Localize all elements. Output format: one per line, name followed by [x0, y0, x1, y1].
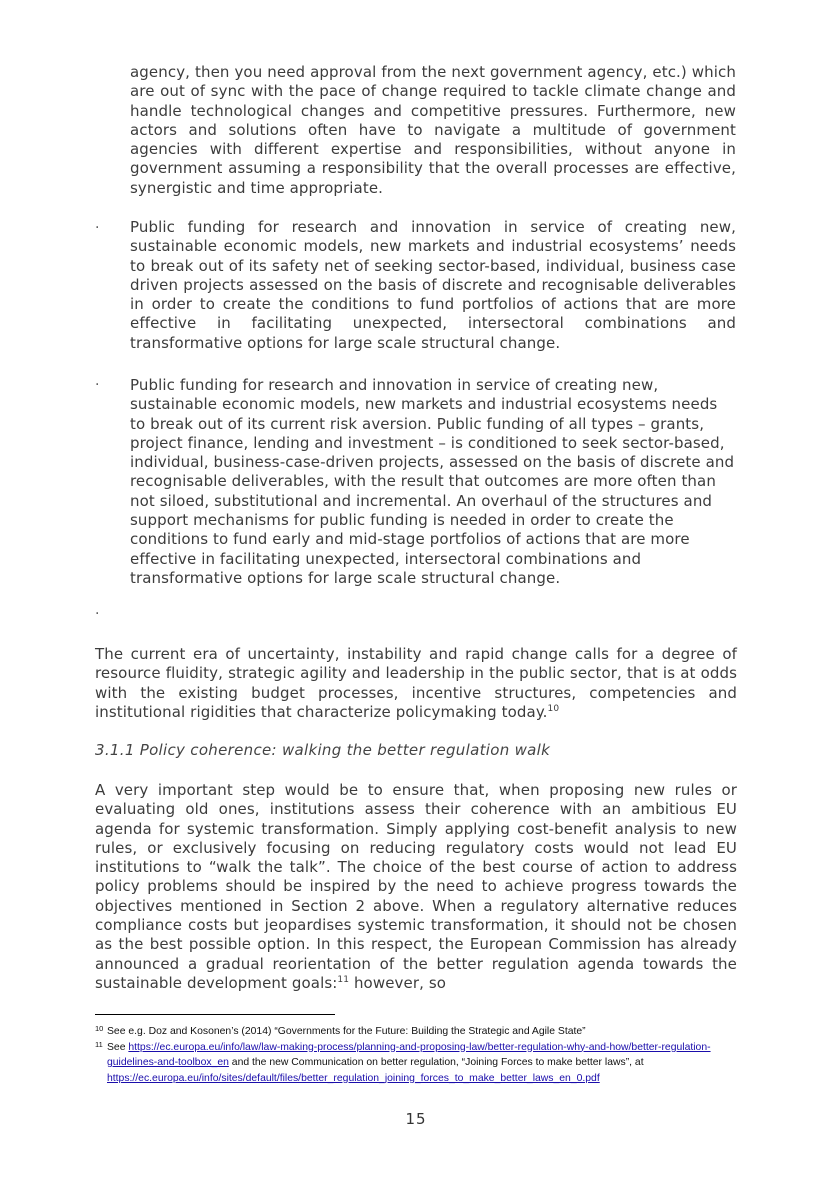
- footnote-11-middle: and the new Communication on better regulation, “Joining Forces to make better laws”, at: [228, 1057, 644, 1068]
- bullet-item-2: Public funding for research and innovation in service of creating new, sustainable economic models, new markets and industrial ecosystems needs to break out of its current risk aversion. Public funding of all types – grants, project finance, lending and investment – is conditioned to seek sector-based, individual, business-case-driven projects, assessed on the basis of discrete and recognisable deliverables, with the result that outcomes are more often than not siloed, substitutional and incremental. An overhaul of the structures and support mechanisms for public funding is needed in order to create the conditions to fund early and mid-stage portfolios of actions that are more effective in facilitating unexpected, intersectoral combinations and transformative options for large scale structural change.: [130, 376, 735, 587]
- main-paragraph: [95, 645, 737, 722]
- policy-paragraph: [95, 781, 737, 993]
- policy-paragraph-text: A very important step would be to ensure that, when proposing new rules or evaluating old ones, institutions assess their coherence with an ambitious EU agenda for systemic transformation. Simply applying cost-benefit analysis to new rules, or exclusively focusing on reducing regulatory costs would not lead EU institutions to “walk the talk”. The choice of the best course of action to address policy problems should be inspired by the need to achieve progress towards the objectives mentioned in Section 2 above. When a regulatory alternative reduces compliance costs but jeopardises systemic transformation, it should not be chosen as the best possible option. In this respect, the European Commission has already announced a gradual reorientation of the better regulation agenda towards the sustainable development goals:: [95, 781, 737, 992]
- continuation-paragraph: agency, then you need approval from the next government agency, etc.) which are out of sync with the pace of change required to tackle climate change and handle technological changes and competitive pressures. Furthermore, new actors and solutions often have to navigate a multitude of government agencies with different expertise and responsibilities, without anyone in government assuming a responsibility that the overall processes are effective, synergistic and time appropriate.: [130, 63, 736, 197]
- footnote-10-number: 10: [95, 1024, 104, 1033]
- bullet-3-marker: ·: [95, 606, 100, 622]
- footnote-separator: [95, 1014, 335, 1015]
- bullet-2-marker: ·: [95, 377, 100, 393]
- footnote-11: [95, 1040, 737, 1087]
- policy-paragraph-tail: however, so: [349, 973, 447, 992]
- footnote-ref-11[interactable]: 11: [337, 974, 350, 985]
- page-number: 15: [405, 1110, 427, 1128]
- footnote-11-number: 11: [95, 1039, 103, 1049]
- footnote-11-link-guidelines[interactable]: https://ec.europa.eu/info/law/law-making-process/planning-and-proposing-law/better-regulation-why-and-how/better-regulation-guidelines-and-toolbox_en: [107, 1041, 711, 1068]
- bullet-1-marker: ·: [95, 220, 100, 236]
- footnote-ref-10[interactable]: 10: [547, 703, 560, 714]
- footnote-10-text: See e.g. Doz and Kosonen’s (2014) “Governments for the Future: Building the Strategic and Agile State”: [107, 1026, 586, 1037]
- main-paragraph-text: The current era of uncertainty, instability and rapid change calls for a degree of resource fluidity, strategic agility and leadership in the public sector, that is at odds with the existing budget processes, incentive structures, competencies and institutional rigidities that characterize policymaking today.: [95, 645, 737, 721]
- footnote-11-link-communication[interactable]: https://ec.europa.eu/info/sites/default/files/better_regulation_joining_forces_to_make_better_laws_en_0.pdf: [107, 1072, 600, 1084]
- footnote-10: [95, 1024, 737, 1040]
- footnote-11-prefix: See: [107, 1041, 129, 1053]
- bullet-item-1: Public funding for research and innovation in service of creating new, sustainable economic models, new markets and industrial ecosystems’ needs to break out of its safety net of seeking sector-based, individual, business case driven projects assessed on the basis of discrete and recognisable deliverables in order to create the conditions to fund portfolios of actions that are more effective in facilitating unexpected, intersectoral combinations and transformative options for large scale structural change.: [130, 218, 736, 352]
- footnotes: [95, 1024, 737, 1086]
- section-heading: 3.1.1 Policy coherence: walking the better regulation walk: [95, 741, 551, 759]
